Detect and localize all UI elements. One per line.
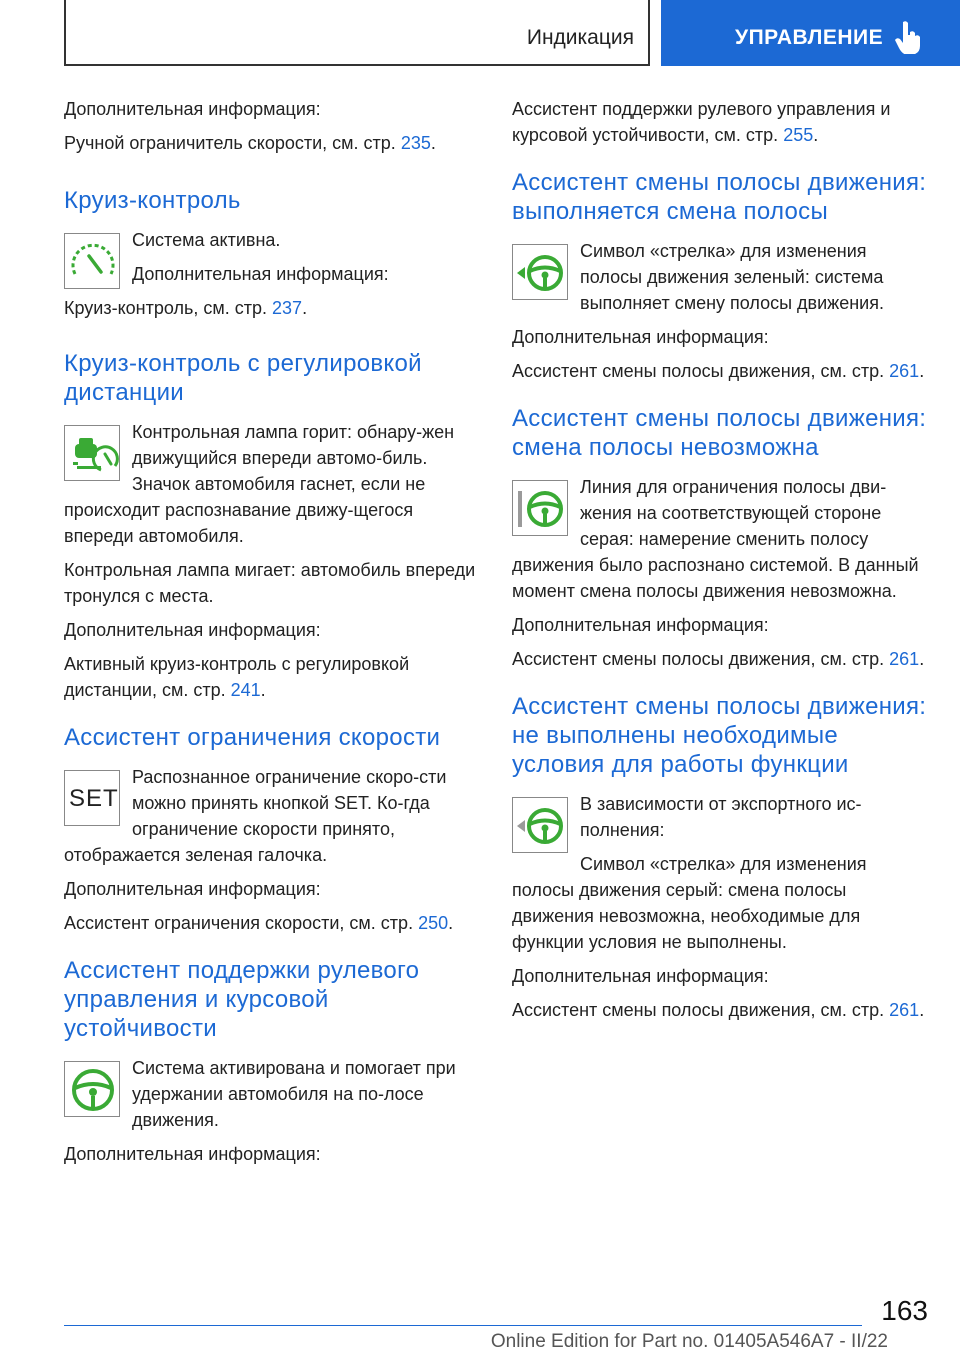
steering-assist-more-info: Дополнительная информация: <box>64 1144 321 1164</box>
distance-cruise-more-info: Дополнительная информация: <box>64 620 321 640</box>
speed-limit-block <box>64 764 480 936</box>
section-title-steering-assist: Ассистент поддержки рулевого управления и курсовой устойчивости <box>64 957 420 1042</box>
footer-edition: Online Edition for Part no. 01405A546A7 - II/22 <box>490 1331 888 1352</box>
header-chapter-title: УПРАВЛЕНИЕ <box>735 26 884 49</box>
steering-wheel-line-icon <box>512 480 568 536</box>
speed-limit-ref: Ассистент ограничения скорости, см. стр. 250. <box>64 913 454 933</box>
page-link[interactable]: 261 <box>889 361 920 381</box>
steering-wheel-arrow-icon <box>512 244 568 300</box>
hand-pointer-icon <box>894 20 924 54</box>
steering-wheel-grey-arrow-icon <box>512 797 568 853</box>
steering-assist-block <box>64 1055 480 1167</box>
section-title-lane-change-impossible: Ассистент смены полосы движения: смена полосы невозможна <box>512 405 927 461</box>
lane-change-impossible-ref: Ассистент смены полосы движения, см. стр. 261. <box>512 649 925 669</box>
distance-cruise-ref: Активный круиз-контроль с регулировкой дистанции, см. стр. 241. <box>64 654 410 700</box>
section-title-distance-cruise: Круиз-контроль с регулировкой дистанции <box>64 350 422 406</box>
intro-more-info: Дополнительная информация: <box>64 99 321 119</box>
footer-divider <box>64 1325 862 1326</box>
lane-change-conditions-block <box>512 791 932 1023</box>
speed-limit-more-info: Дополнительная информация: <box>64 879 321 899</box>
lane-change-conditions-ref: Ассистент смены полосы движения, см. стр. 261. <box>512 1000 925 1020</box>
left-column <box>64 96 480 1175</box>
lane-change-impossible-more-info: Дополнительная информация: <box>512 615 769 635</box>
cruise-status: Система активна. <box>132 230 281 250</box>
distance-cruise-block <box>64 419 480 703</box>
page-link[interactable]: 261 <box>889 649 920 669</box>
lane-change-impossible-text: Линия для ограничения полосы дви-жения на соответствующей стороне серая: намерение сменить полосу движения было распознано системой. В данный момент смена полосы движения невозможна. <box>512 477 919 601</box>
steering-wheel-icon <box>64 1061 120 1117</box>
header-chapter-tab[interactable] <box>661 0 960 66</box>
lane-change-conditions-text-1: Символ «стрелка» для изменения полосы движения серый: смена полосы движения невозможна, необходимые для функции условия не выполнены. <box>512 854 867 952</box>
header-section-title: Индикация <box>526 26 634 49</box>
page-link[interactable]: 261 <box>889 1000 920 1020</box>
page-number: 163 <box>881 1295 928 1326</box>
cruise-more-info: Дополнительная информация: <box>132 264 389 284</box>
speed-limit-text-1: Распознанное ограничение скоро-сти можно принять кнопкой SET. Ко-гда ограничение скорости принято, отображается зеленая галочка. <box>64 767 447 865</box>
header-section-box <box>64 0 650 66</box>
lane-change-active-text: Символ «стрелка» для изменения полосы движения зеленый: система выполняет смену полосы движения. <box>580 241 884 313</box>
distance-control-icon <box>64 425 120 481</box>
page-link[interactable]: 255 <box>783 125 814 145</box>
cruise-ref: Круиз-контроль, см. стр. 237. <box>64 298 308 318</box>
lane-change-active-block <box>512 238 932 384</box>
page-link[interactable]: 235 <box>400 133 431 153</box>
page-link[interactable]: 250 <box>418 913 449 933</box>
steering-assist-ref: Ассистент поддержки рулевого управления и курсовой устойчивости, см. стр. 255. <box>512 99 891 145</box>
set-icon-label: SET <box>69 785 119 812</box>
lane-change-conditions-text-0: В зависимости от экспортного ис-полнения: <box>580 794 862 840</box>
steering-assist-text-1: Система активирована и помогает при удержании автомобиля на по-лосе движения. <box>132 1058 456 1130</box>
lane-change-impossible-block <box>512 474 932 672</box>
lane-change-active-ref: Ассистент смены полосы движения, см. стр. 261. <box>512 361 925 381</box>
section-title-lane-change-active: Ассистент смены полосы движения: выполняется смена полосы <box>512 169 927 225</box>
lane-change-active-more-info: Дополнительная информация: <box>512 327 769 347</box>
right-column <box>512 96 932 1031</box>
cruise-block <box>64 227 480 329</box>
distance-cruise-text-1: Контрольная лампа горит: обнару-жен движущийся впереди автомо-биль. Значок автомобиля гаснет, если не происходит распознавание движу-щегося впереди автомобиля. <box>64 422 455 546</box>
lane-change-conditions-more-info: Дополнительная информация: <box>512 966 769 986</box>
page-link[interactable]: 237 <box>272 298 303 318</box>
intro-ref: Ручной ограничитель скорости, см. стр. 235. <box>64 133 436 153</box>
page-link[interactable]: 241 <box>230 680 261 700</box>
section-title-cruise: Круиз-контроль <box>64 187 241 214</box>
section-title-speed-limit: Ассистент ограничения скорости <box>64 724 441 751</box>
speedometer-icon <box>64 233 120 289</box>
distance-cruise-text-2: Контрольная лампа мигает: автомобиль впереди тронулся с места. <box>64 560 476 606</box>
section-title-lane-change-conditions: Ассистент смены полосы движения: не выполнены необходимые условия для работы функции <box>512 693 927 778</box>
set-icon <box>64 770 120 826</box>
